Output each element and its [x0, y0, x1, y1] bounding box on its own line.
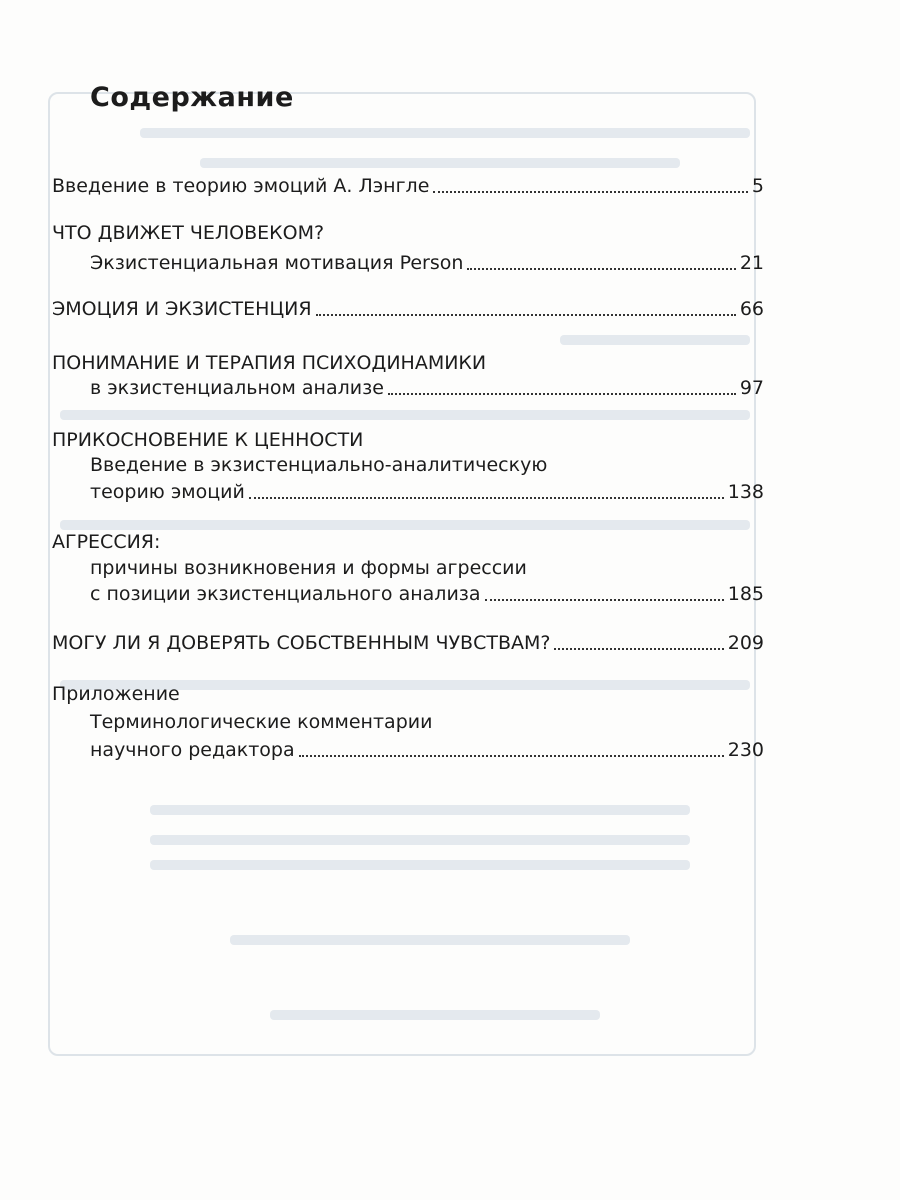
toc-page-number: 97 [739, 377, 764, 399]
bleedthrough-line [560, 335, 750, 345]
dot-leader [249, 496, 724, 499]
bleedthrough-line [140, 128, 750, 138]
toc-entry-text: в экзистенциальном анализе [90, 377, 384, 399]
toc-entry-value [90, 480, 764, 504]
toc-entry-intro [52, 174, 764, 198]
toc-entry-subline: причины возникновения и формы агрессии [90, 557, 527, 579]
dot-leader [299, 754, 724, 757]
toc-page-number: 230 [727, 739, 764, 761]
toc-page-number: 138 [727, 481, 764, 503]
toc-page-number: 209 [727, 632, 764, 654]
toc-entry-text: теорию эмоций [90, 481, 245, 503]
toc-entry-text: МОГУ ЛИ Я ДОВЕРЯТЬ СОБСТВЕННЫМ ЧУВСТВАМ? [52, 632, 551, 654]
toc-entry-text: научного редактора [90, 739, 295, 761]
toc-entry-aggression [90, 582, 764, 606]
toc-entry-text: с позиции экзистенциального анализа [90, 583, 481, 605]
bleedthrough-line [200, 158, 680, 168]
toc-entry-terminology [90, 738, 764, 762]
toc-page-number: 66 [739, 298, 764, 320]
bleedthrough-line [230, 935, 630, 945]
toc-entry-text: ЭМОЦИЯ И ЭКЗИСТЕНЦИЯ [52, 298, 312, 320]
toc-section-heading: ПРИКОСНОВЕНИЕ К ЦЕННОСТИ [52, 429, 364, 451]
toc-entry-emotion-existence [52, 297, 764, 321]
bleedthrough-line [60, 520, 750, 530]
dot-leader [467, 267, 735, 270]
page-title: Содержание [90, 82, 294, 113]
toc-page-number: 185 [727, 583, 764, 605]
bleedthrough-line [150, 835, 690, 845]
dot-leader [554, 647, 723, 650]
toc-section-heading: Приложение [52, 683, 180, 705]
toc-entry-subline: Терминологические комментарии [90, 711, 433, 733]
bleedthrough-line [150, 860, 690, 870]
dot-leader [485, 598, 724, 601]
toc-page-number: 21 [739, 252, 764, 274]
toc-entry-text: Введение в теорию эмоций А. Лэнгле [52, 175, 430, 197]
toc-entry-motivation [90, 251, 764, 275]
toc-entry-trust-feelings [52, 631, 764, 655]
bleedthrough-line [150, 805, 690, 815]
toc-section-heading: ПОНИМАНИЕ И ТЕРАПИЯ ПСИХОДИНАМИКИ [52, 352, 487, 374]
toc-section-heading: АГРЕССИЯ: [52, 531, 161, 553]
toc-entry-psychodynamics [90, 376, 764, 400]
bleedthrough-line [270, 1010, 600, 1020]
toc-section-heading: ЧТО ДВИЖЕТ ЧЕЛОВЕКОМ? [52, 222, 325, 244]
dot-leader [388, 392, 736, 395]
toc-entry-text: Экзистенциальная мотивация Person [90, 252, 464, 274]
dot-leader [433, 190, 748, 193]
bleedthrough-line [60, 410, 750, 420]
dot-leader [316, 313, 736, 316]
toc-page-number: 5 [751, 175, 764, 197]
toc-entry-subline: Введение в экзистенциально-аналитическую [90, 454, 548, 476]
